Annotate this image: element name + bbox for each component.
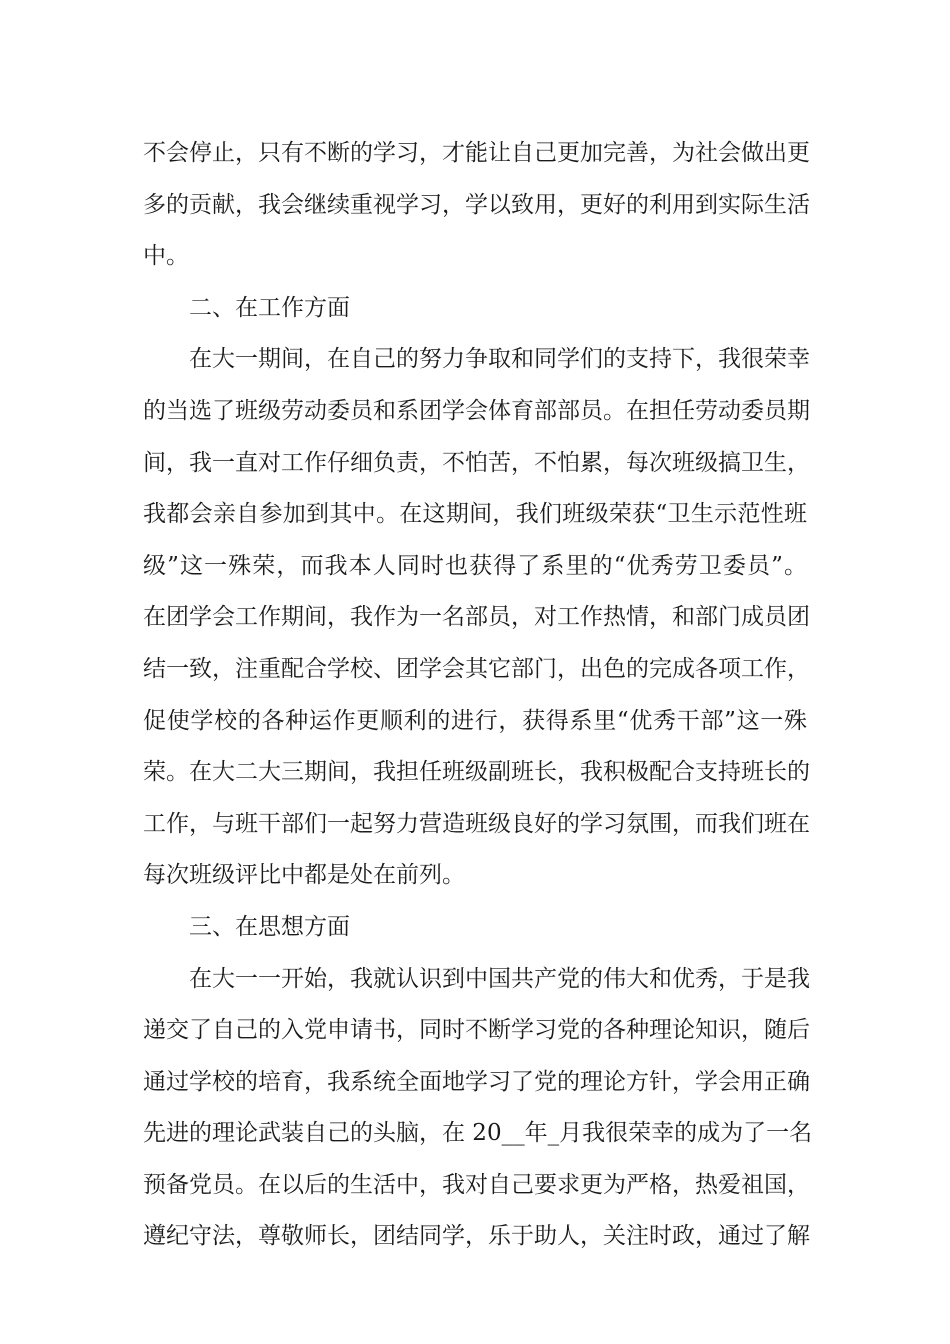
paragraph-2-line: 促使学校的各种运作更顺利的进行，获得系里“优秀干部”这一殊 [143,707,807,734]
paragraph-1-line: 多的贡献，我会继续重视学习，学以致用，更好的利用到实际生活 [143,191,810,218]
paragraph-3-line: 先进的理论武装自己的头脑，在 20__年_月我很荣幸的成为了一名 [143,1120,813,1147]
section-heading-work: 二、在工作方面 [189,294,350,321]
paragraph-2-line: 级”这一殊荣，而我本人同时也获得了系里的“优秀劳卫委员”。 [143,552,807,579]
paragraph-2-line: 在团学会工作期间，我作为一名部员，对工作热情，和部门成员团 [143,604,810,631]
paragraph-3-line: 递交了自己的入党申请书，同时不断学习党的各种理论知识，随后 [143,1017,810,1044]
paragraph-1-line: 不会停止，只有不断的学习，才能让自己更加完善，为社会做出更 [143,140,810,166]
paragraph-2-line: 我都会亲自参加到其中。在这期间，我们班级荣获“卫生示范性班 [143,501,807,528]
paragraph-2-line: 每次班级评比中都是处在前列。 [143,862,465,889]
section-heading-thought: 三、在思想方面 [189,913,350,940]
document-body [143,128,813,1263]
paragraph-1-line: 中。 [143,243,189,270]
paragraph-3-line: 在大一一开始，我就认识到中国共产党的伟大和优秀，于是我 [189,965,810,992]
paragraph-2-line: 结一致，注重配合学校、团学会其它部门，出色的完成各项工作， [143,655,810,682]
paragraph-2-line: 的当选了班级劳动委员和系团学会体育部部员。在担任劳动委员期 [143,397,810,424]
paragraph-2-line: 在大一期间，在自己的努力争取和同学们的支持下，我很荣幸 [189,346,810,373]
paragraph-2-line: 间，我一直对工作仔细负责，不怕苦，不怕累，每次班级搞卫生， [143,449,810,476]
paragraph-3-line: 预备党员。在以后的生活中，我对自己要求更为严格，热爱祖国， [143,1171,810,1198]
paragraph-2-line: 工作，与班干部们一起努力营造班级良好的学习氛围，而我们班在 [143,810,810,837]
paragraph-3-line: 通过学校的培育，我系统全面地学习了党的理论方针，学会用正确 [143,1068,810,1095]
paragraph-3-line: 遵纪守法，尊敬师长，团结同学，乐于助人，关注时政，通过了解 [143,1223,810,1250]
paragraph-2-line: 荣。在大二大三期间，我担任班级副班长，我积极配合支持班长的 [143,759,810,786]
